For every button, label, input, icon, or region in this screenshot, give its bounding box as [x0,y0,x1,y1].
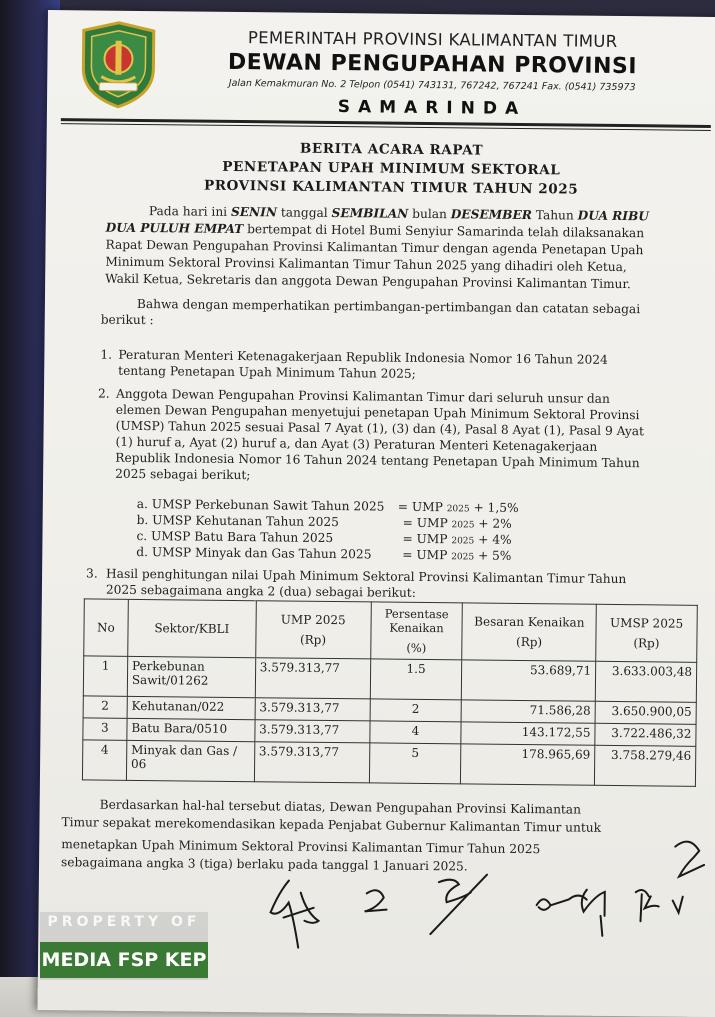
sub-item-c-formula: = UMP 2025 + 4% [402,531,512,547]
closing-line-4: sebagaimana angka 3 (tiga) berlaku pada tanggal 1 Januari 2025. [61,855,468,874]
cell-sektor: Minyak dan Gas / 06 [126,740,254,781]
intro-line-3: Rapat Dewan Pengupahan Provinsi Kalimantan Timur dengan agenda Penetapan Upah [105,237,644,258]
letterhead-address: Jalan Kemakmuran No. 2 Telpon (0541) 743131, 767242, 767241 Fax. (0541) 735973 [228,77,636,94]
item-2-line-5: Republik Indonesia Nomor 16 Tahun 2024 tentang Penetapan Upah Minimum Tahun [115,450,640,471]
header-sektor: Sektor/KBLI [128,599,256,657]
cell-ump: 3.579.313,77 [255,698,370,721]
item-3-line-2: 2025 sebagaimana angka 2 (dua) sebagai berikut: [105,582,416,600]
document-title: BERITA ACARA RAPAT [299,140,484,159]
item-1-line-2: tentang Penetapan Upah Minimum Tahun 2025; [118,363,416,381]
sub-item-b-formula: = UMP 2025 + 2% [402,515,512,531]
letterhead-council: DEWAN PENGUPAHAN PROVINSI [227,49,638,80]
item-2-line-1: Anggota Dewan Pengupahan Provinsi Kalimantan Timur dari seluruh unsur dan [115,386,610,406]
watermark-line-1: PROPERTY OF [47,914,201,930]
cell-no: 1 [83,656,127,696]
considering-line-1: Bahwa dengan memperhatikan pertimbangan-pertimbangan dan catatan sebagai [136,296,641,317]
header-kenaikan: Besaran Kenaikan (Rp) [462,603,596,661]
cell-umsp: 3.758.279,46 [594,745,695,786]
intro-line-1: Pada hari ini SENIN tanggal SEMBILAN bulan DESEMBER Tahun DUA RIBU [148,204,650,224]
cell-no: 2 [83,696,127,718]
header-persentase: Persentase Kenaikan (%) [370,602,462,660]
header-ump: UMP 2025 (Rp) [255,601,370,659]
intro-line-5: Wakil Ketua, Sekretaris dan anggota Dewan Pengupahan Provinsi Kalimantan Timur. [105,271,631,292]
watermark-line-2: MEDIA FSP KEP [40,942,208,978]
letterhead-city: SAMARINDA [337,97,527,120]
cell-persentase: 4 [369,721,461,744]
sub-item-a-formula: = UMP 2025 + 1,5% [397,499,519,515]
document-subtitle-2: PROVINSI KALIMANTAN TIMUR TAHUN 2025 [203,177,579,198]
cell-sektor: Batu Bara/0510 [127,718,255,741]
sub-item-c-label: c. UMSP Batu Bara Tahun 2025 [136,528,334,546]
sub-item-d-formula: = UMP 2025 + 5% [402,547,512,563]
cell-ump: 3.579.313,77 [255,658,370,699]
item-number-3: 3. [86,566,98,581]
sub-item-a-label: a. UMSP Perkebunan Sawit Tahun 2025 [136,496,385,514]
cell-kenaikan: 178.965,69 [461,744,595,785]
cell-persentase: 1.5 [370,659,462,700]
item-1-line-1: Peraturan Menteri Ketenagakerjaan Republik Indonesia Nomor 16 Tahun 2024 [118,347,608,367]
letterhead-government: PEMERINTAH PROVINSI KALIMANTAN TIMUR [247,28,618,51]
closing-line-1: Berdasarkan hal-hal tersebut diatas, Dewan Pengupahan Provinsi Kalimantan [99,797,582,817]
cell-kenaikan: 53.689,71 [462,660,596,701]
cell-sektor: Perkebunan Sawit/01262 [127,656,255,697]
cell-ump: 3.579.313,77 [255,720,370,743]
sub-item-b-label: b. UMSP Kehutanan Tahun 2025 [136,512,340,530]
closing-line-3: menetapkan Upah Minimum Sektoral Provinsi Kalimantan Timur Tahun 2025 [61,837,541,857]
cell-no: 3 [83,718,127,740]
header-umsp: UMSP 2025 (Rp) [596,604,698,662]
cell-persentase: 2 [370,699,462,722]
item-2-line-6: 2025 sebagai berikut; [115,466,251,483]
sub-item-d-label: d. UMSP Minyak dan Gas Tahun 2025 [136,544,372,562]
intro-line-4: Minimum Sektoral Provinsi Kalimantan Timur Tahun 2025 yang dihadiri oleh Ketua, [105,254,627,275]
item-3-line-1: Hasil penghitungan nilai Upah Minimum Sektoral Provinsi Kalimantan Timur Tahun [106,566,627,587]
item-2-line-4: (1) huruf a, Ayat (2) huruf a, dan Ayat (3) Peraturan Menteri Ketenagakerjaan [115,434,598,454]
item-number-1: 1. [100,347,113,362]
cell-umsp: 3.650.900,05 [595,701,696,724]
document-page [38,10,715,1017]
intro-line-2: DUA PULUH EMPAT bertempat di Hotel Bumi Senyiur Samarinda telah dilaksanakan [105,220,645,241]
cell-kenaikan: 71.586,28 [461,700,595,723]
cell-kenaikan: 143.172,55 [461,722,595,745]
cell-persentase: 5 [369,743,461,784]
cell-ump: 3.579.313,77 [254,742,369,783]
watermark [40,912,208,980]
cell-no: 4 [82,740,126,780]
document-subtitle-1: PENETAPAN UPAH MINIMUM SEKTORAL [222,158,561,179]
cell-sektor: Kehutanan/022 [127,696,255,719]
cell-umsp: 3.722.486,32 [595,723,696,746]
item-2-line-3: (UMSP) Tahun 2025 sesuai Pasal 7 Ayat (1), (3) dan (4), Pasal 8 Ayat (1), Pasal 9 Ayat [115,418,645,439]
handwritten-signatures-icon [38,10,715,1017]
cell-umsp: 3.633.003,48 [595,661,696,702]
closing-line-2: Timur sepakat merekomendasikan kepada Penjabat Gubernur Kalimantan Timur untuk [61,815,602,835]
considering-line-2: berikut : [100,312,154,328]
header-no: No [84,599,128,656]
item-number-2: 2. [97,386,110,401]
item-2-line-2: elemen Dewan Pengupahan menyetujui penetapan Upah Minimum Sektoral Provinsi [115,402,640,423]
